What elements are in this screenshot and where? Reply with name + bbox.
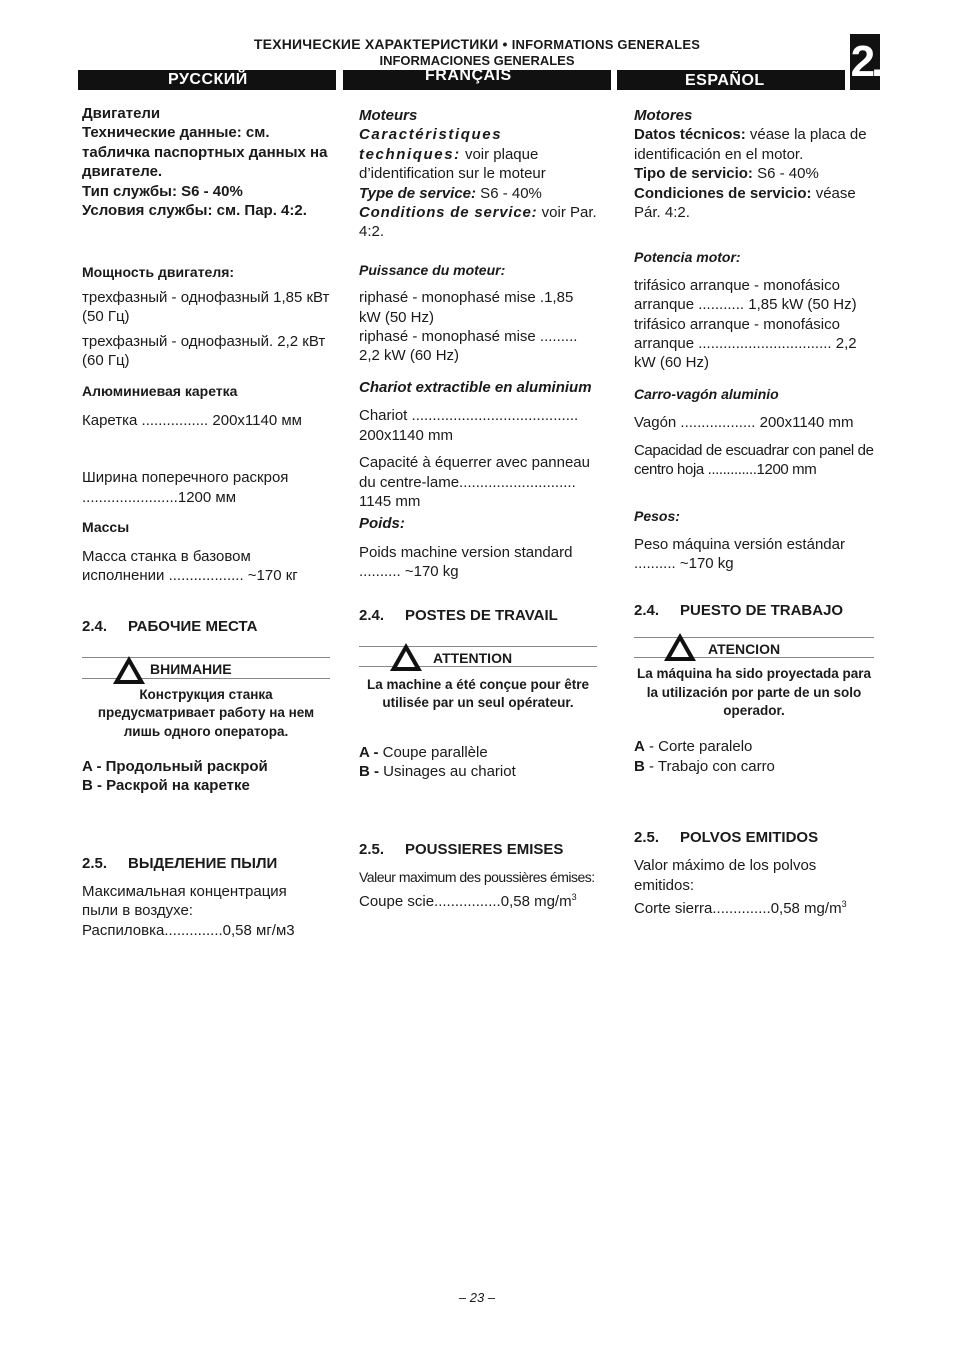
page-header-line1 [0, 36, 954, 52]
section-number-badge: 2. [850, 34, 880, 90]
power-title: Potencia motor: [634, 249, 741, 266]
column-spanish [634, 104, 874, 919]
warning-title: ATTENTION [433, 649, 513, 666]
warning-message: La machine a été conçue pour être utilisée par un seul opérateur. [366, 676, 590, 711]
mode-a-text: Coupe parallèle [378, 743, 488, 761]
power-line-1: trifásico arranque - monofásico arranque ........... 1,85 kW (50 Hz) [634, 276, 857, 314]
dust-unit-exponent: 3 [571, 891, 577, 902]
warning-title: ATENCION [708, 641, 781, 658]
section-number: 2.5. [82, 854, 108, 872]
dust-unit-exponent: 3 [841, 899, 847, 910]
conditions-label: Conditions de service: [359, 204, 538, 222]
section-title: РАБОЧИЕ МЕСТА [128, 618, 258, 636]
section-title: POUSSIERES EMISES [405, 840, 564, 858]
dust-description: Valeur maximum des poussières émises: [359, 869, 595, 886]
language-bar-french: FRANÇAIS [343, 70, 611, 90]
service-conditions [359, 203, 597, 242]
mass-spec: Масса станка в базовом исполнении .................. ~170 кг [82, 547, 298, 584]
language-bar-russian: РУССКИЙ [78, 70, 336, 90]
power-title: Мощность двигателя: [82, 264, 235, 281]
section-number: 2.4. [82, 618, 108, 636]
service-label: Type de service: [359, 184, 477, 202]
dust-value [634, 895, 874, 918]
power-line-2: riphasé - monophasé mise ......... 2,2 kW (60 Hz) [359, 328, 578, 365]
dust-value-text: Corte sierra..............0,58 mg/m [634, 900, 842, 918]
tech-label: Datos técnicos: [634, 126, 746, 144]
conditions-text: voir Par. 4:2. [359, 204, 597, 241]
mass-title: Массы [82, 519, 130, 536]
warning-box [82, 637, 330, 757]
header-title-ru: ТЕХНИЧЕСКИЕ ХАРАКТЕРИСТИКИ • [253, 36, 508, 52]
tech-label: Caractéristiques techniques: [359, 126, 503, 163]
mass-title: Poids: [359, 515, 405, 533]
mode-b-key: B [634, 757, 645, 775]
power-line-2: трехфазный - однофазный. 2,2 кВт (60 Гц) [82, 332, 326, 370]
service-label: Tipo de servicio: [634, 165, 753, 183]
dust-value: Распиловка..............0,58 мг/м3 [82, 921, 295, 939]
mass-spec: Poids machine version standard .......... ~170 kg [359, 543, 573, 581]
service-type [359, 184, 597, 203]
conditions-label: Condiciones de servicio: [634, 184, 812, 202]
warning-triangle-icon [664, 633, 696, 661]
tech-text: voir plaque d’identification sur le moteur [359, 145, 546, 183]
language-bar-spanish: ESPAÑOL [617, 70, 845, 90]
mass-title: Pesos: [634, 507, 680, 524]
tech-data [634, 125, 874, 164]
power-line-2: trifásico arranque - monofásico arranque ................................ 2,2 kW (60 Hz) [634, 315, 857, 372]
mode-a-key: A - [359, 743, 379, 761]
power-line-1: трехфазный - однофазный 1,85 кВт (50 Гц) [82, 288, 330, 326]
section-title: POLVOS EMITIDOS [680, 828, 819, 846]
tech-text: véase la placa de identificación en el motor. [634, 126, 867, 163]
section-2-5-heading [82, 854, 330, 873]
warning-triangle-icon [390, 643, 422, 671]
dust-description: Valor máximo de los polvos emitidos: [634, 857, 817, 894]
header-title-fr: INFORMATIONS GENERALES [511, 37, 701, 52]
section-number: 2.5. [359, 840, 385, 858]
mode-a: A - Продольный раскрой [82, 757, 268, 775]
mode-b-key: B - [359, 763, 379, 781]
column-french [359, 104, 597, 911]
motors-title: Moteurs [359, 107, 418, 124]
service-conditions: Условия службы: см. Пар. 4:2. [82, 202, 307, 220]
tech-data: Технические данные: см. табличка паспортных данных на двигателе. [82, 124, 328, 181]
section-2-5-heading [634, 828, 874, 847]
carriage-spec: Vagón .................. 200x1140 mm [634, 414, 854, 432]
service-type: Тип службы: S6 - 40% [82, 182, 243, 200]
dust-value [359, 888, 597, 911]
section-title: POSTES DE TRAVAIL [405, 606, 558, 624]
carriage-spec: Каретка ................ 200x1140 мм [82, 411, 302, 429]
section-number: 2.4. [634, 601, 660, 619]
motors-title: Двигатели [82, 105, 161, 122]
motors-title: Motores [634, 107, 693, 124]
power-title: Puissance du moteur: [359, 261, 506, 278]
column-russian [82, 104, 330, 940]
mode-b: B - Раскрой на каретке [82, 777, 250, 795]
section-number: 2.4. [359, 606, 385, 624]
mode-a-text: - Corte paralelo [644, 738, 753, 756]
conditions-text: véase Pár. 4:2. [634, 184, 856, 222]
power-line-1: riphasé - monophasé mise .1,85 kW (50 Hz) [359, 289, 574, 326]
header-title-es: INFORMACIONES GENERALES [379, 53, 575, 68]
mode-b-text: Usinages au chariot [379, 763, 516, 781]
crosscut-spec: Capacidad de escuadrar con panel de centro hoja .............1200 mm [634, 441, 874, 479]
mode-a-key: A [634, 738, 645, 756]
carriage-title: Carro-vagón aluminio [634, 385, 779, 402]
section-2-4-heading [634, 601, 874, 620]
section-title: PUESTO DE TRABAJO [680, 601, 844, 619]
carriage-spec: Chariot ........................................ 200x1140 mm [359, 407, 579, 444]
crosscut-spec: Ширина поперечного раскроя .......................1200 мм [82, 469, 289, 506]
crosscut-spec: Capacité à équerrer avec panneau du centre-lame............................ 1145 mm [359, 454, 590, 510]
carriage-title: Chariot extractible en aluminium [359, 378, 592, 396]
warning-title: ВНИМАНИЕ [150, 660, 232, 677]
page-number: – 23 – [458, 1290, 496, 1305]
warning-box [359, 625, 597, 743]
service-conditions [634, 184, 874, 223]
tech-data [359, 125, 597, 183]
warning-message: La máquina ha sido proyectada para la utilización por parte de un solo operador. [636, 666, 872, 719]
service-text: S6 - 40% [752, 165, 819, 183]
section-title: ВЫДЕЛЕНИЕ ПЫЛИ [128, 854, 278, 872]
section-number: 2.5. [634, 828, 660, 846]
service-text: S6 - 40% [476, 184, 542, 202]
mode-b [634, 757, 874, 776]
mass-spec: Peso máquina versión estándar .......... ~170 kg [634, 535, 845, 573]
carriage-title: Алюминиевая каретка [82, 383, 238, 400]
dust-value-text: Coupe scie................0,58 mg/m [359, 892, 572, 910]
section-2-4-heading [82, 617, 330, 636]
section-2-5-heading [359, 840, 597, 859]
mode-b [359, 762, 597, 781]
dust-description: Максимальная концентрация пыли в воздухе: [82, 882, 287, 920]
warning-triangle-icon [113, 656, 145, 684]
mode-a [359, 743, 597, 762]
service-type [634, 164, 874, 183]
warning-box [634, 620, 874, 742]
section-2-4-heading [359, 606, 597, 625]
warning-message: Конструкция станка предусматривает работу на нем лишь одного оператора. [97, 686, 315, 739]
mode-b-text: - Trabajo con carro [644, 757, 775, 775]
